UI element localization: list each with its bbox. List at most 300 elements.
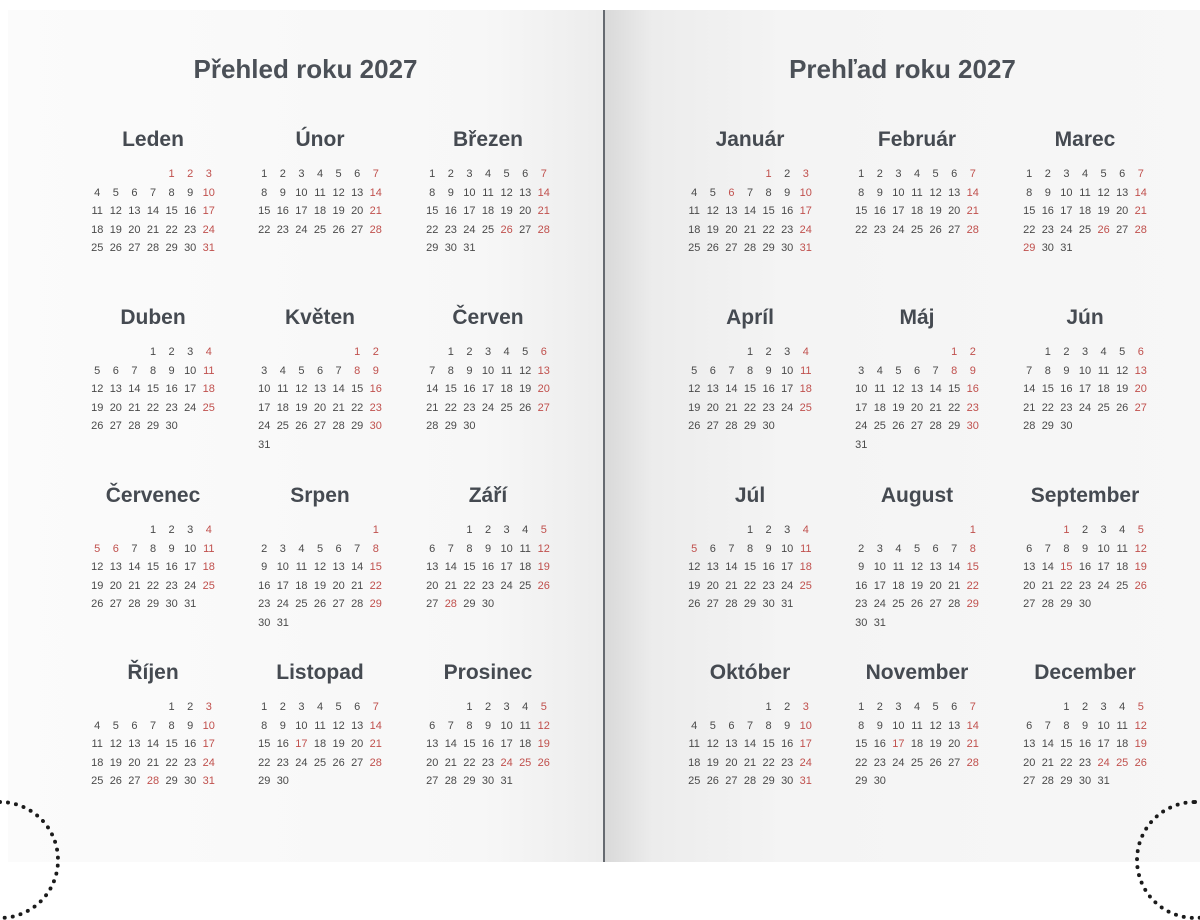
empty-cell (704, 343, 723, 362)
day-number: 5 (522, 346, 529, 358)
day-number: 17 (799, 205, 812, 218)
day-number: 11 (1116, 719, 1128, 732)
day-number: 7 (951, 542, 958, 555)
day-number: 22 (146, 401, 160, 414)
day-number: 28 (743, 242, 757, 255)
day-number: 21 (426, 401, 439, 414)
day-number: 16 (165, 383, 178, 396)
day-number: 12 (332, 719, 345, 732)
empty-cell (1020, 343, 1039, 362)
day-number: 27 (706, 598, 719, 611)
day-number: 16 (463, 383, 476, 396)
empty-cell (292, 521, 311, 540)
empty-cell (1039, 698, 1058, 717)
day-number: 7 (1044, 719, 1051, 732)
day-number: 15 (444, 383, 457, 396)
day-number: 10 (463, 186, 476, 199)
day-number: 25 (1078, 223, 1092, 236)
day-number: 11 (500, 364, 513, 377)
day-number: 24 (892, 756, 905, 769)
day-number: 28 (743, 775, 757, 788)
day-number: 20 (128, 223, 141, 236)
day-number: 10 (1097, 542, 1110, 555)
day-number: 26 (929, 756, 942, 769)
day-number: 24 (1060, 223, 1073, 236)
day-number: 29 (351, 420, 364, 433)
day-number: 15 (855, 738, 868, 751)
day-number: 26 (500, 223, 513, 236)
day-number: 30 (1078, 598, 1092, 611)
month-name: Únor (295, 128, 345, 151)
day-number: 11 (911, 186, 923, 199)
day-number: 21 (1134, 205, 1147, 218)
day-number: 16 (444, 205, 457, 218)
day-number: 4 (298, 542, 305, 555)
day-number: 28 (426, 420, 439, 433)
day-number: 3 (1100, 701, 1107, 713)
day-number: 18 (1116, 561, 1129, 574)
day-number: 29 (463, 775, 476, 788)
day-number: 23 (165, 401, 178, 414)
day-number: 8 (858, 719, 865, 732)
empty-cell (274, 521, 293, 540)
day-number: 1 (466, 701, 473, 713)
day-number: 28 (948, 598, 961, 611)
day-number: 20 (313, 401, 327, 414)
day-number: 13 (109, 383, 122, 396)
day-number: 29 (966, 598, 979, 611)
day-number: 18 (276, 401, 289, 414)
day-number: 23 (165, 579, 178, 592)
day-number: 15 (426, 205, 439, 218)
day-number: 2 (279, 168, 286, 180)
day-grid (1010, 698, 1160, 791)
empty-cell (741, 165, 760, 184)
day-number: 11 (519, 719, 531, 732)
day-number: 14 (146, 205, 160, 218)
day-number: 14 (725, 383, 738, 396)
day-number: 12 (109, 205, 122, 218)
day-number: 19 (91, 401, 104, 414)
day-number: 8 (466, 719, 473, 732)
day-number: 20 (109, 401, 122, 414)
day-number: 20 (948, 738, 961, 751)
day-number: 5 (1119, 346, 1126, 358)
day-number: 21 (537, 205, 550, 218)
day-number: 20 (332, 579, 345, 592)
month-block (245, 127, 395, 239)
day-number: 17 (1060, 205, 1073, 218)
month-block (413, 660, 563, 791)
day-number: 27 (1134, 401, 1147, 414)
day-number: 13 (537, 364, 550, 377)
day-number: 20 (725, 223, 738, 236)
day-number: 18 (688, 756, 701, 769)
day-number: 6 (429, 542, 436, 555)
day-number: 29 (743, 420, 757, 433)
day-number: 11 (203, 542, 215, 555)
empty-cell (423, 343, 442, 362)
day-number: 31 (781, 598, 794, 611)
day-number: 11 (314, 186, 326, 199)
day-number: 6 (354, 701, 361, 713)
day-number: 1 (951, 346, 958, 358)
day-number: 8 (1063, 719, 1070, 732)
day-number: 15 (743, 383, 757, 396)
day-number: 19 (332, 738, 345, 751)
month-name: Září (468, 484, 508, 507)
empty-cell (722, 343, 741, 362)
day-number: 2 (168, 524, 175, 536)
day-number: 22 (1023, 223, 1036, 236)
day-number: 17 (500, 738, 513, 751)
day-number: 30 (1078, 775, 1092, 788)
day-number: 24 (463, 223, 476, 236)
day-number: 3 (858, 364, 865, 377)
day-number: 8 (746, 542, 754, 555)
day-number: 24 (295, 756, 308, 769)
day-number: 28 (128, 420, 141, 433)
day-number: 21 (725, 579, 738, 592)
day-number: 12 (892, 383, 905, 396)
day-number: 3 (895, 701, 902, 713)
day-number: 12 (313, 561, 327, 574)
empty-cell (125, 698, 144, 717)
day-number: 17 (295, 738, 308, 751)
day-number: 8 (261, 186, 268, 199)
day-number: 17 (202, 738, 215, 751)
day-number: 7 (728, 364, 735, 377)
day-number: 28 (332, 420, 345, 433)
day-number: 6 (951, 168, 958, 180)
day-number: 10 (781, 364, 794, 377)
day-number: 6 (429, 719, 436, 732)
day-number: 13 (351, 186, 364, 199)
day-number: 26 (109, 242, 122, 255)
day-number: 24 (184, 579, 197, 592)
day-number: 9 (1044, 186, 1051, 199)
day-number: 20 (128, 756, 141, 769)
day-number: 2 (279, 701, 286, 713)
month-name: Srpen (290, 484, 350, 507)
day-number: 25 (313, 756, 327, 769)
day-number: 2 (1081, 524, 1089, 536)
day-number: 1 (765, 701, 772, 713)
day-number: 17 (295, 205, 308, 218)
day-number: 3 (205, 168, 212, 180)
day-number: 25 (688, 242, 701, 255)
day-number: 27 (351, 756, 364, 769)
empty-cell (329, 343, 348, 362)
day-number: 2 (484, 524, 492, 536)
day-number: 5 (94, 542, 101, 555)
day-number: 4 (484, 168, 492, 180)
day-number: 9 (187, 719, 194, 732)
month-block (78, 127, 228, 258)
day-number: 3 (279, 542, 286, 555)
day-number: 5 (335, 701, 342, 713)
day-number: 12 (1134, 719, 1147, 732)
day-number: 10 (799, 186, 812, 199)
day-number: 26 (109, 775, 122, 788)
day-number: 29 (1060, 598, 1073, 611)
day-number: 17 (892, 205, 905, 218)
day-number: 10 (276, 561, 289, 574)
day-number: 20 (1023, 579, 1036, 592)
day-grid (245, 165, 395, 239)
day-number: 28 (1134, 223, 1147, 236)
day-number: 27 (948, 756, 961, 769)
day-number: 17 (1097, 561, 1110, 574)
day-number: 13 (128, 738, 141, 751)
day-number: 11 (1097, 364, 1110, 377)
day-number: 2 (466, 346, 473, 358)
day-number: 4 (1100, 346, 1107, 358)
day-number: 1 (1026, 168, 1033, 180)
day-number: 4 (522, 524, 529, 536)
month-name: Február (877, 128, 957, 151)
day-number: 29 (1023, 242, 1036, 255)
month-name: Október (709, 661, 791, 684)
day-number: 28 (1023, 420, 1036, 433)
day-number: 7 (335, 364, 342, 377)
day-number: 29 (743, 598, 757, 611)
day-number: 18 (91, 756, 104, 769)
day-number: 31 (276, 616, 289, 629)
empty-cell (704, 165, 723, 184)
day-number: 11 (800, 542, 812, 555)
day-number: 2 (969, 346, 976, 358)
day-number: 1 (858, 168, 865, 180)
day-number: 1 (858, 701, 865, 713)
empty-cell (722, 698, 741, 717)
day-number: 6 (709, 542, 716, 555)
day-number: 5 (316, 542, 324, 555)
day-number: 2 (784, 701, 791, 713)
day-number: 2 (168, 346, 175, 358)
day-number: 2 (447, 168, 454, 180)
day-number: 25 (519, 579, 532, 592)
empty-cell (107, 165, 126, 184)
day-number: 12 (295, 383, 308, 396)
day-number: 20 (109, 579, 122, 592)
day-number: 6 (1137, 346, 1144, 358)
day-number: 9 (279, 719, 286, 732)
day-number: 9 (784, 186, 791, 199)
empty-cell (704, 521, 723, 540)
empty-cell (442, 698, 461, 717)
day-number: 30 (966, 420, 979, 433)
day-number: 16 (165, 561, 178, 574)
day-number: 3 (187, 346, 194, 358)
day-number: 22 (1041, 401, 1054, 414)
day-number: 22 (966, 579, 979, 592)
day-number: 2 (876, 168, 883, 180)
day-number: 6 (1119, 168, 1126, 180)
day-number: 31 (184, 598, 197, 611)
day-number: 21 (128, 401, 141, 414)
day-number: 23 (481, 756, 495, 769)
day-number: 9 (858, 561, 865, 574)
day-number: 22 (258, 223, 271, 236)
day-number: 11 (203, 364, 215, 377)
day-number: 7 (932, 364, 939, 377)
day-number: 27 (1116, 223, 1129, 236)
day-number: 17 (1097, 738, 1110, 751)
day-number: 24 (892, 223, 905, 236)
month-block (1010, 305, 1160, 436)
day-number: 15 (762, 205, 775, 218)
day-number: 22 (948, 401, 961, 414)
day-number: 31 (799, 242, 812, 255)
day-number: 9 (372, 364, 379, 377)
day-number: 5 (691, 364, 698, 377)
day-number: 17 (799, 738, 812, 751)
day-number: 1 (168, 168, 175, 180)
day-number: 12 (91, 383, 104, 396)
day-number: 22 (463, 756, 476, 769)
day-number: 25 (910, 223, 924, 236)
day-grid (245, 521, 395, 633)
empty-cell (926, 343, 945, 362)
day-number: 13 (109, 561, 122, 574)
empty-cell (889, 521, 908, 540)
day-number: 13 (332, 561, 345, 574)
day-number: 10 (258, 383, 271, 396)
day-number: 18 (1097, 383, 1110, 396)
day-number: 8 (746, 364, 754, 377)
day-number: 18 (799, 561, 812, 574)
day-number: 28 (128, 598, 141, 611)
day-number: 26 (295, 420, 308, 433)
day-number: 11 (911, 719, 923, 732)
day-number: 7 (149, 186, 157, 199)
day-number: 20 (929, 579, 942, 592)
day-number: 26 (929, 223, 942, 236)
day-number: 19 (892, 401, 905, 414)
day-number: 8 (1026, 186, 1033, 199)
day-number: 3 (1100, 524, 1107, 536)
day-number: 5 (691, 542, 698, 555)
month-name: Duben (120, 306, 186, 329)
day-number: 19 (91, 579, 104, 592)
month-block (842, 660, 992, 791)
day-grid (78, 343, 228, 436)
day-grid (1010, 521, 1160, 614)
day-number: 23 (762, 401, 775, 414)
day-number: 6 (1026, 542, 1033, 555)
day-number: 3 (802, 168, 809, 180)
day-number: 19 (929, 738, 942, 751)
day-number: 17 (463, 205, 476, 218)
day-number: 7 (372, 701, 379, 713)
day-number: 19 (910, 579, 924, 592)
day-number: 8 (429, 186, 436, 199)
empty-cell (1020, 521, 1039, 540)
day-number: 6 (951, 701, 958, 713)
empty-cell (329, 521, 348, 540)
day-number: 19 (295, 401, 308, 414)
day-number: 28 (369, 756, 382, 769)
day-number: 8 (1063, 542, 1070, 555)
day-number: 1 (746, 346, 754, 358)
empty-cell (871, 343, 890, 362)
day-number: 11 (892, 561, 905, 574)
day-number: 26 (313, 598, 327, 611)
day-number: 29 (426, 242, 439, 255)
day-number: 19 (1097, 205, 1110, 218)
day-number: 4 (316, 168, 324, 180)
day-number: 19 (519, 383, 532, 396)
day-number: 13 (519, 186, 532, 199)
day-number: 13 (948, 719, 961, 732)
day-number: 15 (743, 561, 757, 574)
day-number: 1 (149, 346, 157, 358)
day-number: 20 (948, 205, 961, 218)
day-number: 2 (876, 701, 883, 713)
day-number: 16 (481, 561, 495, 574)
day-number: 4 (94, 186, 101, 199)
day-number: 12 (1116, 364, 1129, 377)
day-number: 25 (799, 401, 812, 414)
day-number: 12 (929, 719, 942, 732)
day-number: 6 (728, 186, 735, 199)
day-number: 18 (202, 383, 215, 396)
day-number: 19 (706, 756, 719, 769)
day-number: 16 (1060, 383, 1073, 396)
day-number: 7 (969, 701, 976, 713)
day-number: 16 (184, 738, 197, 751)
day-number: 7 (1137, 168, 1144, 180)
day-number: 7 (1026, 364, 1033, 377)
day-number: 5 (709, 186, 716, 199)
empty-cell (88, 698, 107, 717)
day-number: 9 (279, 186, 286, 199)
day-number: 13 (1134, 364, 1147, 377)
day-number: 26 (332, 223, 345, 236)
day-number: 28 (537, 223, 550, 236)
day-number: 19 (109, 223, 122, 236)
day-number: 10 (295, 186, 308, 199)
day-number: 29 (444, 420, 457, 433)
day-number: 11 (1116, 542, 1128, 555)
day-number: 28 (725, 420, 738, 433)
day-number: 27 (351, 223, 364, 236)
empty-cell (442, 521, 461, 540)
day-number: 12 (91, 561, 104, 574)
month-name: December (1034, 661, 1136, 684)
day-number: 14 (743, 205, 757, 218)
day-number: 30 (855, 616, 868, 629)
day-number: 8 (765, 186, 772, 199)
day-number: 5 (112, 719, 119, 732)
day-number: 6 (522, 168, 529, 180)
day-number: 29 (948, 420, 961, 433)
month-block (78, 483, 228, 614)
day-number: 2 (1063, 346, 1070, 358)
day-number: 30 (165, 420, 178, 433)
day-number: 3 (466, 168, 473, 180)
day-grid (245, 698, 395, 791)
day-number: 8 (261, 719, 268, 732)
day-number: 4 (94, 719, 101, 732)
empty-cell (144, 698, 163, 717)
empty-cell (311, 343, 330, 362)
day-number: 23 (258, 598, 271, 611)
day-number: 30 (444, 242, 457, 255)
month-block (245, 483, 395, 633)
right-page (605, 10, 1200, 862)
